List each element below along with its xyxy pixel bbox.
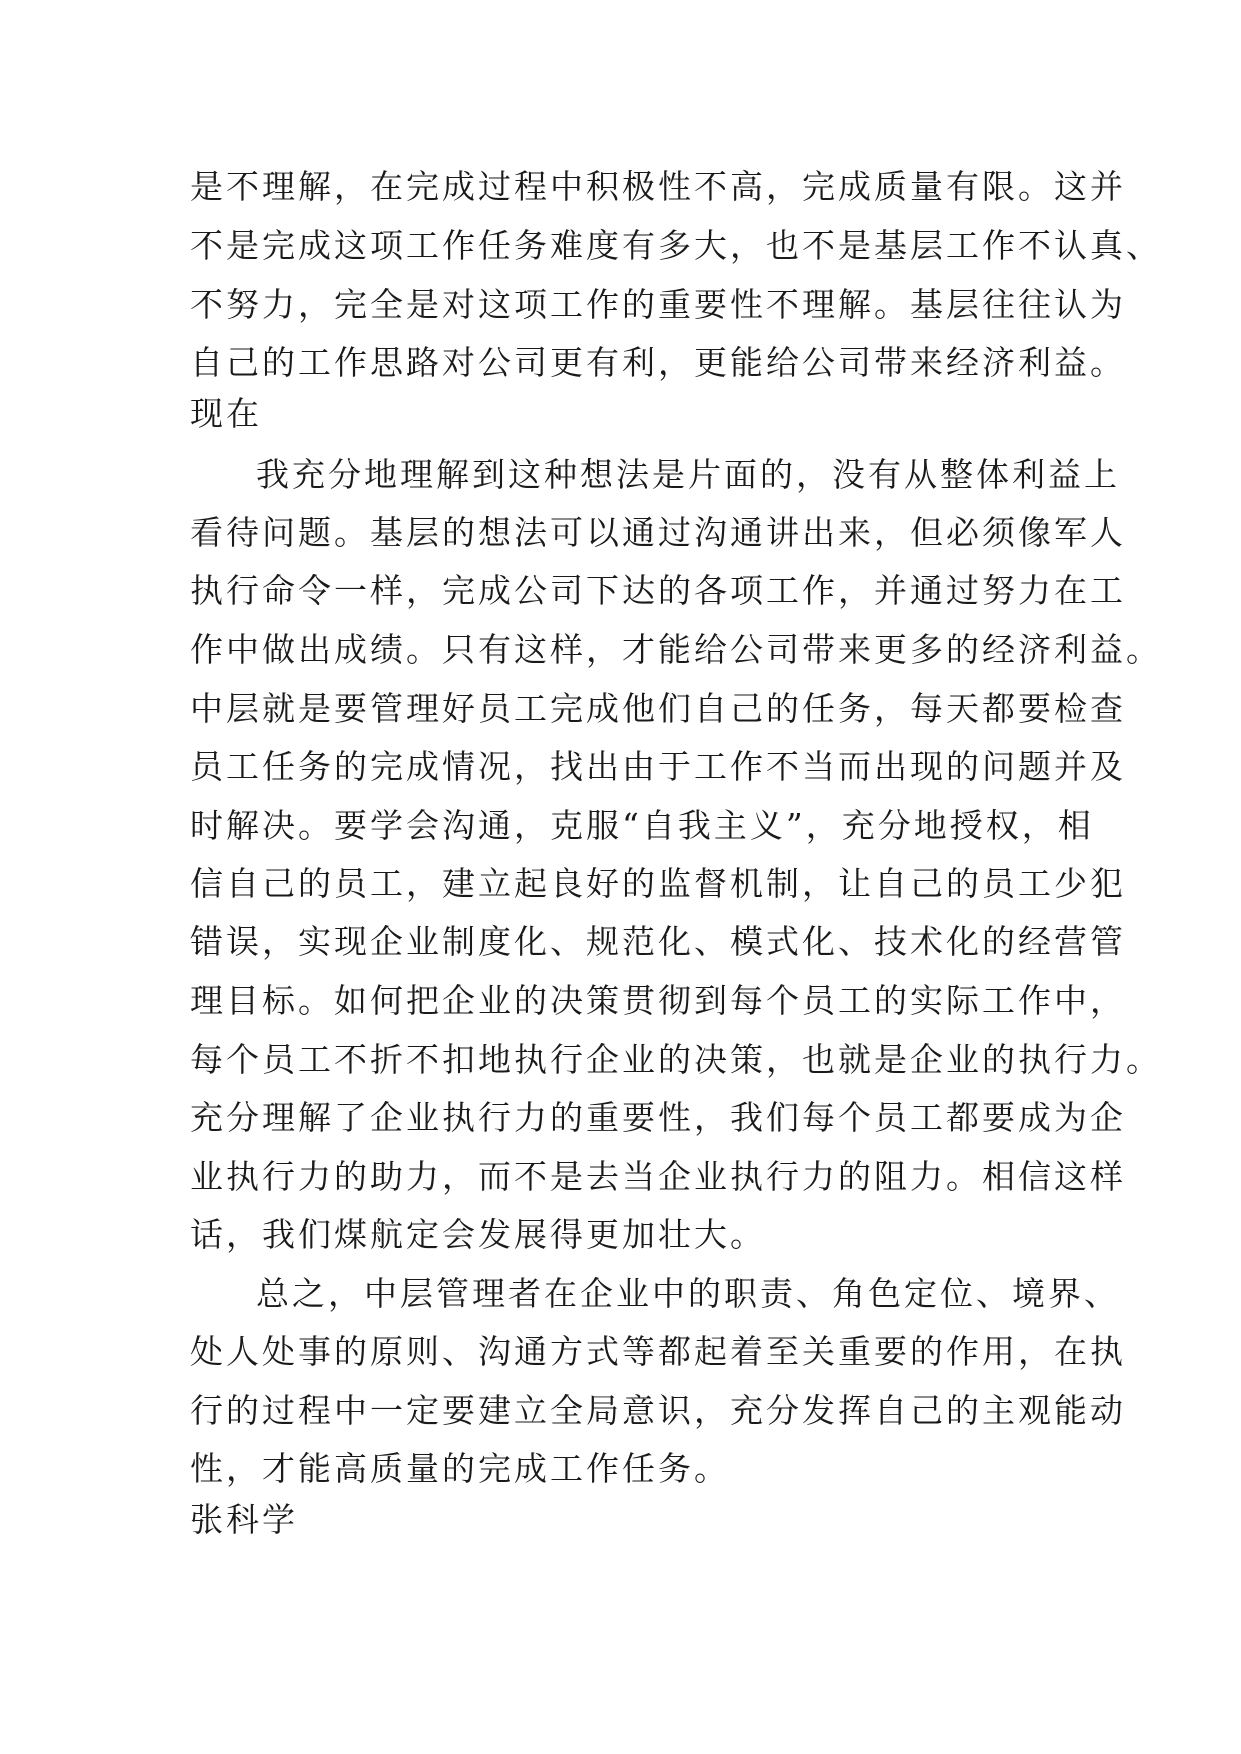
text-line: 处人处事的原则、沟通方式等都起着至关重要的作用，在执 (190, 1332, 1126, 1371)
text-line: 理目标。如何把企业的决策贯彻到每个员工的实际工作中， (190, 981, 1126, 1020)
text-line: 员工任务的完成情况，找出由于工作不当而出现的问题并及 (190, 747, 1126, 786)
text-line: 不努力，完全是对这项工作的重要性不理解。基层往往认为 (190, 285, 1126, 324)
text-line: 是不理解，在完成过程中积极性不高，完成质量有限。这并 (190, 167, 1126, 206)
text-line: 自己的工作思路对公司更有利，更能给公司带来经济利益。 (190, 343, 1126, 382)
text-line: 性，才能高质量的完成工作任务。 (190, 1449, 730, 1488)
text-line: 现在 (190, 394, 262, 433)
text-line: 中层就是要管理好员工完成他们自己的任务，每天都要检查 (190, 689, 1126, 728)
text-line: 错误，实现企业制度化、规范化、模式化、技术化的经营管 (190, 922, 1126, 961)
text-line: 充分理解了企业执行力的重要性，我们每个员工都要成为企 (190, 1098, 1126, 1137)
text-line: 信自己的员工，建立起良好的监督机制，让自己的员工少犯 (190, 864, 1126, 903)
text-line: 每个员工不折不扣地执行企业的决策，也就是企业的执行力。 (190, 1040, 1162, 1079)
text-line: 看待问题。基层的想法可以通过沟通讲出来，但必须像军人 (190, 513, 1126, 552)
text-line: 行的过程中一定要建立全局意识，充分发挥自己的主观能动 (190, 1391, 1126, 1430)
text-line: 作中做出成绩。只有这样，才能给公司带来更多的经济利益。 (190, 630, 1162, 669)
paragraph-first-line: 我充分地理解到这种想法是片面的，没有从整体利益上 (256, 455, 1120, 494)
text-line: 时解决。要学会沟通，克服“自我主义”，充分地授权，相 (190, 806, 1094, 845)
text-line: 话，我们煤航定会发展得更加壮大。 (190, 1215, 766, 1254)
author-name: 张科学 (190, 1500, 298, 1539)
text-line: 执行命令一样，完成公司下达的各项工作，并通过努力在工 (190, 571, 1126, 610)
paragraph-first-line: 总之，中层管理者在企业中的职责、角色定位、境界、 (256, 1274, 1120, 1313)
text-line: 不是完成这项工作任务难度有多大，也不是基层工作不认真、 (190, 226, 1162, 265)
text-line: 业执行力的助力，而不是去当企业执行力的阻力。相信这样 (190, 1157, 1126, 1196)
